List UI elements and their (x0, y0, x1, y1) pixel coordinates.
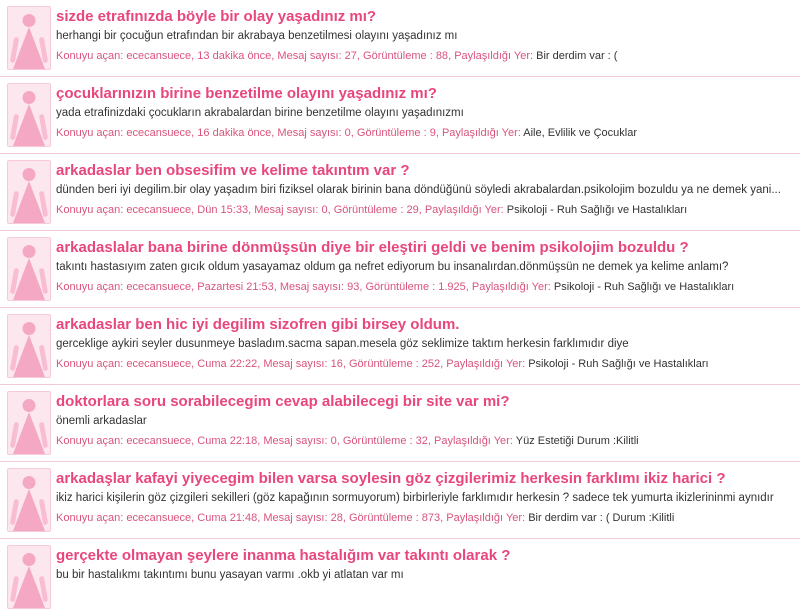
user-avatar-icon (7, 237, 51, 301)
meta-views-count: 252 (421, 358, 441, 370)
topic-content (52, 231, 800, 301)
meta-time: Cuma 22:22 (197, 358, 258, 370)
topic-excerpt: yada etrafinizdaki çocukların akrabalardan birine benzetilme olayını yaşadınızmı (56, 107, 464, 119)
avatar[interactable] (0, 539, 52, 615)
meta-opened-by-label: Konuyu açan: (56, 512, 124, 524)
meta-opened-by-label: Konuyu açan: (56, 281, 124, 293)
table-row[interactable] (0, 0, 800, 77)
meta-author[interactable]: ececansuece (126, 435, 192, 447)
table-row[interactable] (0, 77, 800, 154)
avatar[interactable] (0, 0, 52, 76)
topic-content (52, 154, 800, 224)
meta-forum-name[interactable]: Psikoloji - Ruh Sağlığı ve Hastalıkları (528, 358, 709, 370)
table-row[interactable] (0, 231, 800, 308)
topic-title-link[interactable]: sizde etrafınızda böyle bir olay yaşadınız mı? (56, 8, 377, 25)
meta-messages-count: 0 (344, 127, 351, 139)
user-avatar-icon (7, 314, 51, 378)
meta-forum-name[interactable]: Psikoloji - Ruh Sağlığı ve Hastalıkları (553, 281, 735, 293)
topic-content (52, 385, 800, 455)
topic-excerpt: gerceklige aykiri seyler dusunmeye basladım.sacma sapan.mesela göz seklimize taktım herkesin farklımıdır diye (56, 338, 629, 350)
meta-time: 13 dakika önce (197, 50, 272, 62)
meta-forum-name[interactable]: Bir derdim var : ( (536, 50, 618, 62)
meta-views-count: 32 (415, 435, 428, 447)
meta-messages-count: 27 (344, 50, 357, 62)
user-avatar-icon (7, 545, 51, 609)
meta-forum-name[interactable]: Bir derdim var : ( Durum :Kilitli (528, 512, 675, 524)
meta-author[interactable]: ececansuece (126, 512, 192, 524)
topic-title-link[interactable]: gerçekte olmayan şeylere inanma hastalığım var takıntı olarak ? (56, 547, 511, 564)
meta-views-count: 9 (429, 127, 436, 139)
meta-time: Dün 15:33 (197, 204, 249, 216)
meta-time: Cuma 21:48 (197, 512, 258, 524)
topic-meta: Konuyu açan: ececansuece, Dün 15:33, Mesaj sayısı: 0, Görüntüleme : 29, Paylaşıldığı Yer: Psikoloji - Ruh Sağlığı ve Hastalıkları (56, 204, 688, 216)
meta-views-count: 1.925 (438, 281, 466, 293)
meta-author[interactable]: ececansuece (126, 358, 192, 370)
topic-title-link[interactable]: arkadaslalar bana birine dönmüşsün diye bir eleştiri geldi ve benim psikolojim bozuldu ? (56, 239, 689, 256)
meta-views-label: Görüntüleme : (348, 512, 419, 524)
avatar[interactable] (0, 385, 52, 461)
meta-shared-in-label: Paylaşıldığı Yer: (454, 50, 534, 62)
meta-time: Cuma 22:18 (197, 435, 258, 447)
meta-opened-by-label: Konuyu açan: (56, 50, 124, 62)
topic-excerpt: ikiz harici kişilerin göz çizgileri sekilleri (göz kapağının sormuyorum) birbirleriyle farklımıdır herkesin ? sadece tek yumurta ikizlerininmi aynıdır (56, 492, 774, 504)
meta-author[interactable]: ececansuece (126, 127, 192, 139)
meta-messages-label: Mesaj sayısı: (263, 358, 328, 370)
meta-views-count: 873 (421, 512, 441, 524)
meta-views-label: Görüntüleme : (342, 435, 413, 447)
meta-views-count: 29 (406, 204, 419, 216)
meta-forum-name[interactable]: Aile, Evlilik ve Çocuklar (523, 127, 637, 139)
meta-shared-in-label: Paylaşıldığı Yer: (424, 204, 504, 216)
meta-messages-label: Mesaj sayısı: (279, 281, 345, 293)
meta-messages-count: 0 (330, 435, 337, 447)
table-row[interactable] (0, 462, 800, 539)
meta-messages-label: Mesaj sayısı: (263, 512, 328, 524)
topic-content (52, 77, 800, 147)
meta-messages-count: 28 (330, 512, 343, 524)
meta-opened-by-label: Konuyu açan: (56, 204, 124, 216)
avatar[interactable] (0, 154, 52, 230)
meta-views-label: Görüntüleme : (363, 50, 433, 62)
meta-views-label: Görüntüleme : (356, 127, 427, 139)
meta-opened-by-label: Konuyu açan: (56, 358, 124, 370)
meta-author[interactable]: ececansuece (126, 204, 192, 216)
topic-content (52, 308, 800, 378)
topic-content (52, 0, 800, 70)
topic-meta: Konuyu açan: ececansuece, Cuma 22:18, Mesaj sayısı: 0, Görüntüleme : 32, Paylaşıldığı Yer: Yüz Estetiği Durum :Kilitli (56, 435, 639, 447)
meta-forum-name[interactable]: Psikoloji - Ruh Sağlığı ve Hastalıkları (506, 204, 688, 216)
meta-messages-label: Mesaj sayısı: (254, 204, 319, 216)
topic-title-link[interactable]: arkadaslar ben obsesifim ve kelime takıntım var ? (56, 162, 410, 179)
topic-meta: Konuyu açan: ececansuece, 16 dakika önce, Mesaj sayısı: 0, Görüntüleme : 9, Paylaşıldığı Yer: Aile, Evlilik ve Çocuklar (56, 127, 637, 139)
user-avatar-icon (7, 468, 51, 532)
topic-meta: Konuyu açan: ececansuece, Cuma 22:22, Mesaj sayısı: 16, Görüntüleme : 252, Paylaşıldığı Yer: Psikoloji - Ruh Sağlığı ve Hastalıkları (56, 358, 709, 370)
user-avatar-icon (7, 83, 51, 147)
meta-shared-in-label: Paylaşıldığı Yer: (441, 127, 521, 139)
topic-title-link[interactable]: arkadaslar ben hic iyi degilim sizofren gibi birsey oldum. (56, 316, 460, 333)
topic-title-link[interactable]: çocuklarınızın birine benzetilme olayını yaşadınız mı? (56, 85, 437, 102)
table-row[interactable] (0, 385, 800, 462)
meta-time: 16 dakika önce (197, 127, 272, 139)
meta-opened-by-label: Konuyu açan: (56, 435, 124, 447)
topic-content (52, 462, 800, 532)
avatar[interactable] (0, 231, 52, 307)
meta-messages-count: 0 (321, 204, 328, 216)
table-row[interactable] (0, 154, 800, 231)
user-avatar-icon (7, 6, 51, 70)
topic-excerpt: dünden beri iyi degilim.bir olay yaşadım biri fiziksel olarak birinin bana döndüğünü söyledi akrabalardan.psikolojim bozuldu ya ne demek yani... (56, 184, 781, 196)
meta-shared-in-label: Paylaşıldığı Yer: (446, 358, 526, 370)
topic-excerpt: önemli arkadaslar (56, 415, 147, 427)
meta-opened-by-label: Konuyu açan: (56, 127, 124, 139)
meta-views-label: Görüntüleme : (365, 281, 436, 293)
topic-excerpt: herhangi bir çocuğun etrafından bir akrabaya benzetilmesi olayını yaşadınız mı (56, 30, 458, 42)
topic-excerpt: bu bir hastalıkmı takıntımı bunu yasayan varmı .okb yi atlatan var mı (56, 569, 404, 581)
meta-time: Pazartesi 21:53 (197, 281, 274, 293)
avatar[interactable] (0, 462, 52, 538)
table-row[interactable] (0, 539, 800, 615)
meta-messages-count: 16 (330, 358, 343, 370)
meta-views-label: Görüntüleme : (348, 358, 419, 370)
topic-title-link[interactable]: arkadaşlar kafayi yiyecegim bilen varsa soylesin göz çizgilerimiz herkesin farklımı ikiz harici ? (56, 470, 726, 487)
user-avatar-icon (7, 160, 51, 224)
meta-views-label: Görüntüleme : (333, 204, 404, 216)
avatar[interactable] (0, 308, 52, 384)
topic-meta: Konuyu açan: ececansuece, Pazartesi 21:53, Mesaj sayısı: 93, Görüntüleme : 1.925, Paylaşıldığı Yer: Psikoloji - Ruh Sağlığı ve Hastalıkları (56, 281, 735, 293)
meta-author[interactable]: ececansuece (126, 50, 192, 62)
meta-shared-in-label: Paylaşıldığı Yer: (446, 512, 526, 524)
meta-messages-label: Mesaj sayısı: (277, 50, 342, 62)
topic-meta: Konuyu açan: ececansuece, Cuma 21:48, Mesaj sayısı: 28, Görüntüleme : 873, Paylaşıldığı Yer: Bir derdim var : ( Durum :Kilitli (56, 512, 675, 524)
avatar[interactable] (0, 77, 52, 153)
table-row[interactable] (0, 308, 800, 385)
meta-shared-in-label: Paylaşıldığı Yer: (434, 435, 513, 447)
topic-meta: Konuyu açan: ececansuece, 13 dakika önce, Mesaj sayısı: 27, Görüntüleme : 88, Paylaşıldığı Yer: Bir derdim var : ( (56, 50, 618, 62)
topic-title-link[interactable]: doktorlara soru sorabilecegim cevap alabilecegi bir site var mi? (56, 393, 510, 410)
meta-messages-count: 93 (347, 281, 360, 293)
topic-excerpt: takıntı hastasıyım zaten gıcık oldum yasayamaz oldum ga nefret ediyorum bu insanalırdan.dönmüşsün ne demek ya kelime anlamı? (56, 261, 729, 273)
meta-author[interactable]: ececansuece (126, 281, 192, 293)
topic-content (52, 539, 800, 595)
meta-views-count: 88 (435, 50, 449, 62)
user-avatar-icon (7, 391, 51, 455)
meta-messages-label: Mesaj sayısı: (277, 127, 342, 139)
meta-forum-name[interactable]: Yüz Estetiği Durum :Kilitli (515, 435, 639, 447)
meta-messages-label: Mesaj sayısı: (263, 435, 328, 447)
meta-shared-in-label: Paylaşıldığı Yer: (471, 281, 551, 293)
